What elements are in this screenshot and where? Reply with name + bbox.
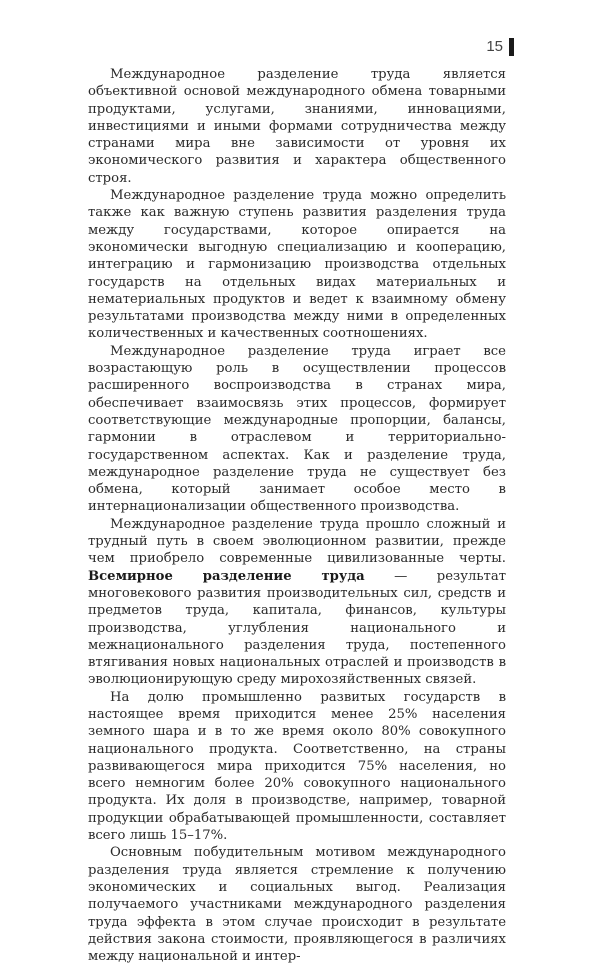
- page-number-bar: [509, 38, 514, 56]
- paragraph: [88, 516, 506, 689]
- page-header: [486, 38, 514, 56]
- page-number: 15: [486, 38, 503, 55]
- paragraph-text: — результат многовекового развития производительных сил, средств и предметов труда, капитала, финансов, культуры производства, углубления национального и межнационального разделения труда, постепенного втягивания новых национальных отраслей и производств в эволюционирующую среду мирохозяйственных связей.: [88, 568, 506, 688]
- paragraph: На долю промышленно развитых государств в настоящее время приходится менее 25% населения земного шара и в то же время около 80% совокупного национального продукта. Соответственно, на страны развивающегося мира приходится 75% населения, но всего немногим более 20% совокупного национального продукта. Их доля в производстве, например, товарной продукции обрабатывающей промышленности, составляет всего лишь 15–17%.: [88, 689, 506, 844]
- paragraph: Основным побудительным мотивом международного разделения труда является стремление к получению экономических и социальных выгод. Реализация получаемого участниками международного разделения труда эффекта в этом случае происходит в результате действия закона стоимости, проявляющегося в различиях между национальной и интер-: [88, 845, 506, 965]
- paragraph: Международное разделение труда является объективной основой международного обмена товарными продуктами, услугами, знаниями, инновациями, инвестициями и иными формами сотрудничества между странами мира вне зависимости от уровня их экономического развития и характера общественного строя.: [88, 67, 506, 186]
- body-text: [88, 66, 506, 965]
- paragraph: Международное разделение труда можно определить также как важную ступень развития разделения труда между государствами, которое опирается на экономически выгодную специализацию и кооперацию, интеграцию и гармонизацию производства отдельных государств на отдельных видах материальных и нематериальных продуктов и ведет к взаимному обмену результатами производства между ними в определенных количественных и качественных соотношениях.: [88, 188, 506, 342]
- paragraph: Международное разделение труда играет все возрастающую роль в осуществлении процессов расширенного воспроизводства в странах мира, обеспечивает взаимосвязь этих процессов, формирует соответствующие международные пропорции, балансы, гармонии в отраслевом и территориально-государственном аспектах. Как и разделение труда, международное разделение труда не существует без обмена, который занимает особое место в интернационализации общественного производства.: [88, 343, 506, 515]
- paragraph-text: Международное разделение труда прошло сложный и трудный путь в своем эволюционном развитии, прежде чем приобрело современные цивилизованные черты.: [88, 516, 506, 567]
- term-bold: Всемирное разделение труда: [88, 568, 365, 584]
